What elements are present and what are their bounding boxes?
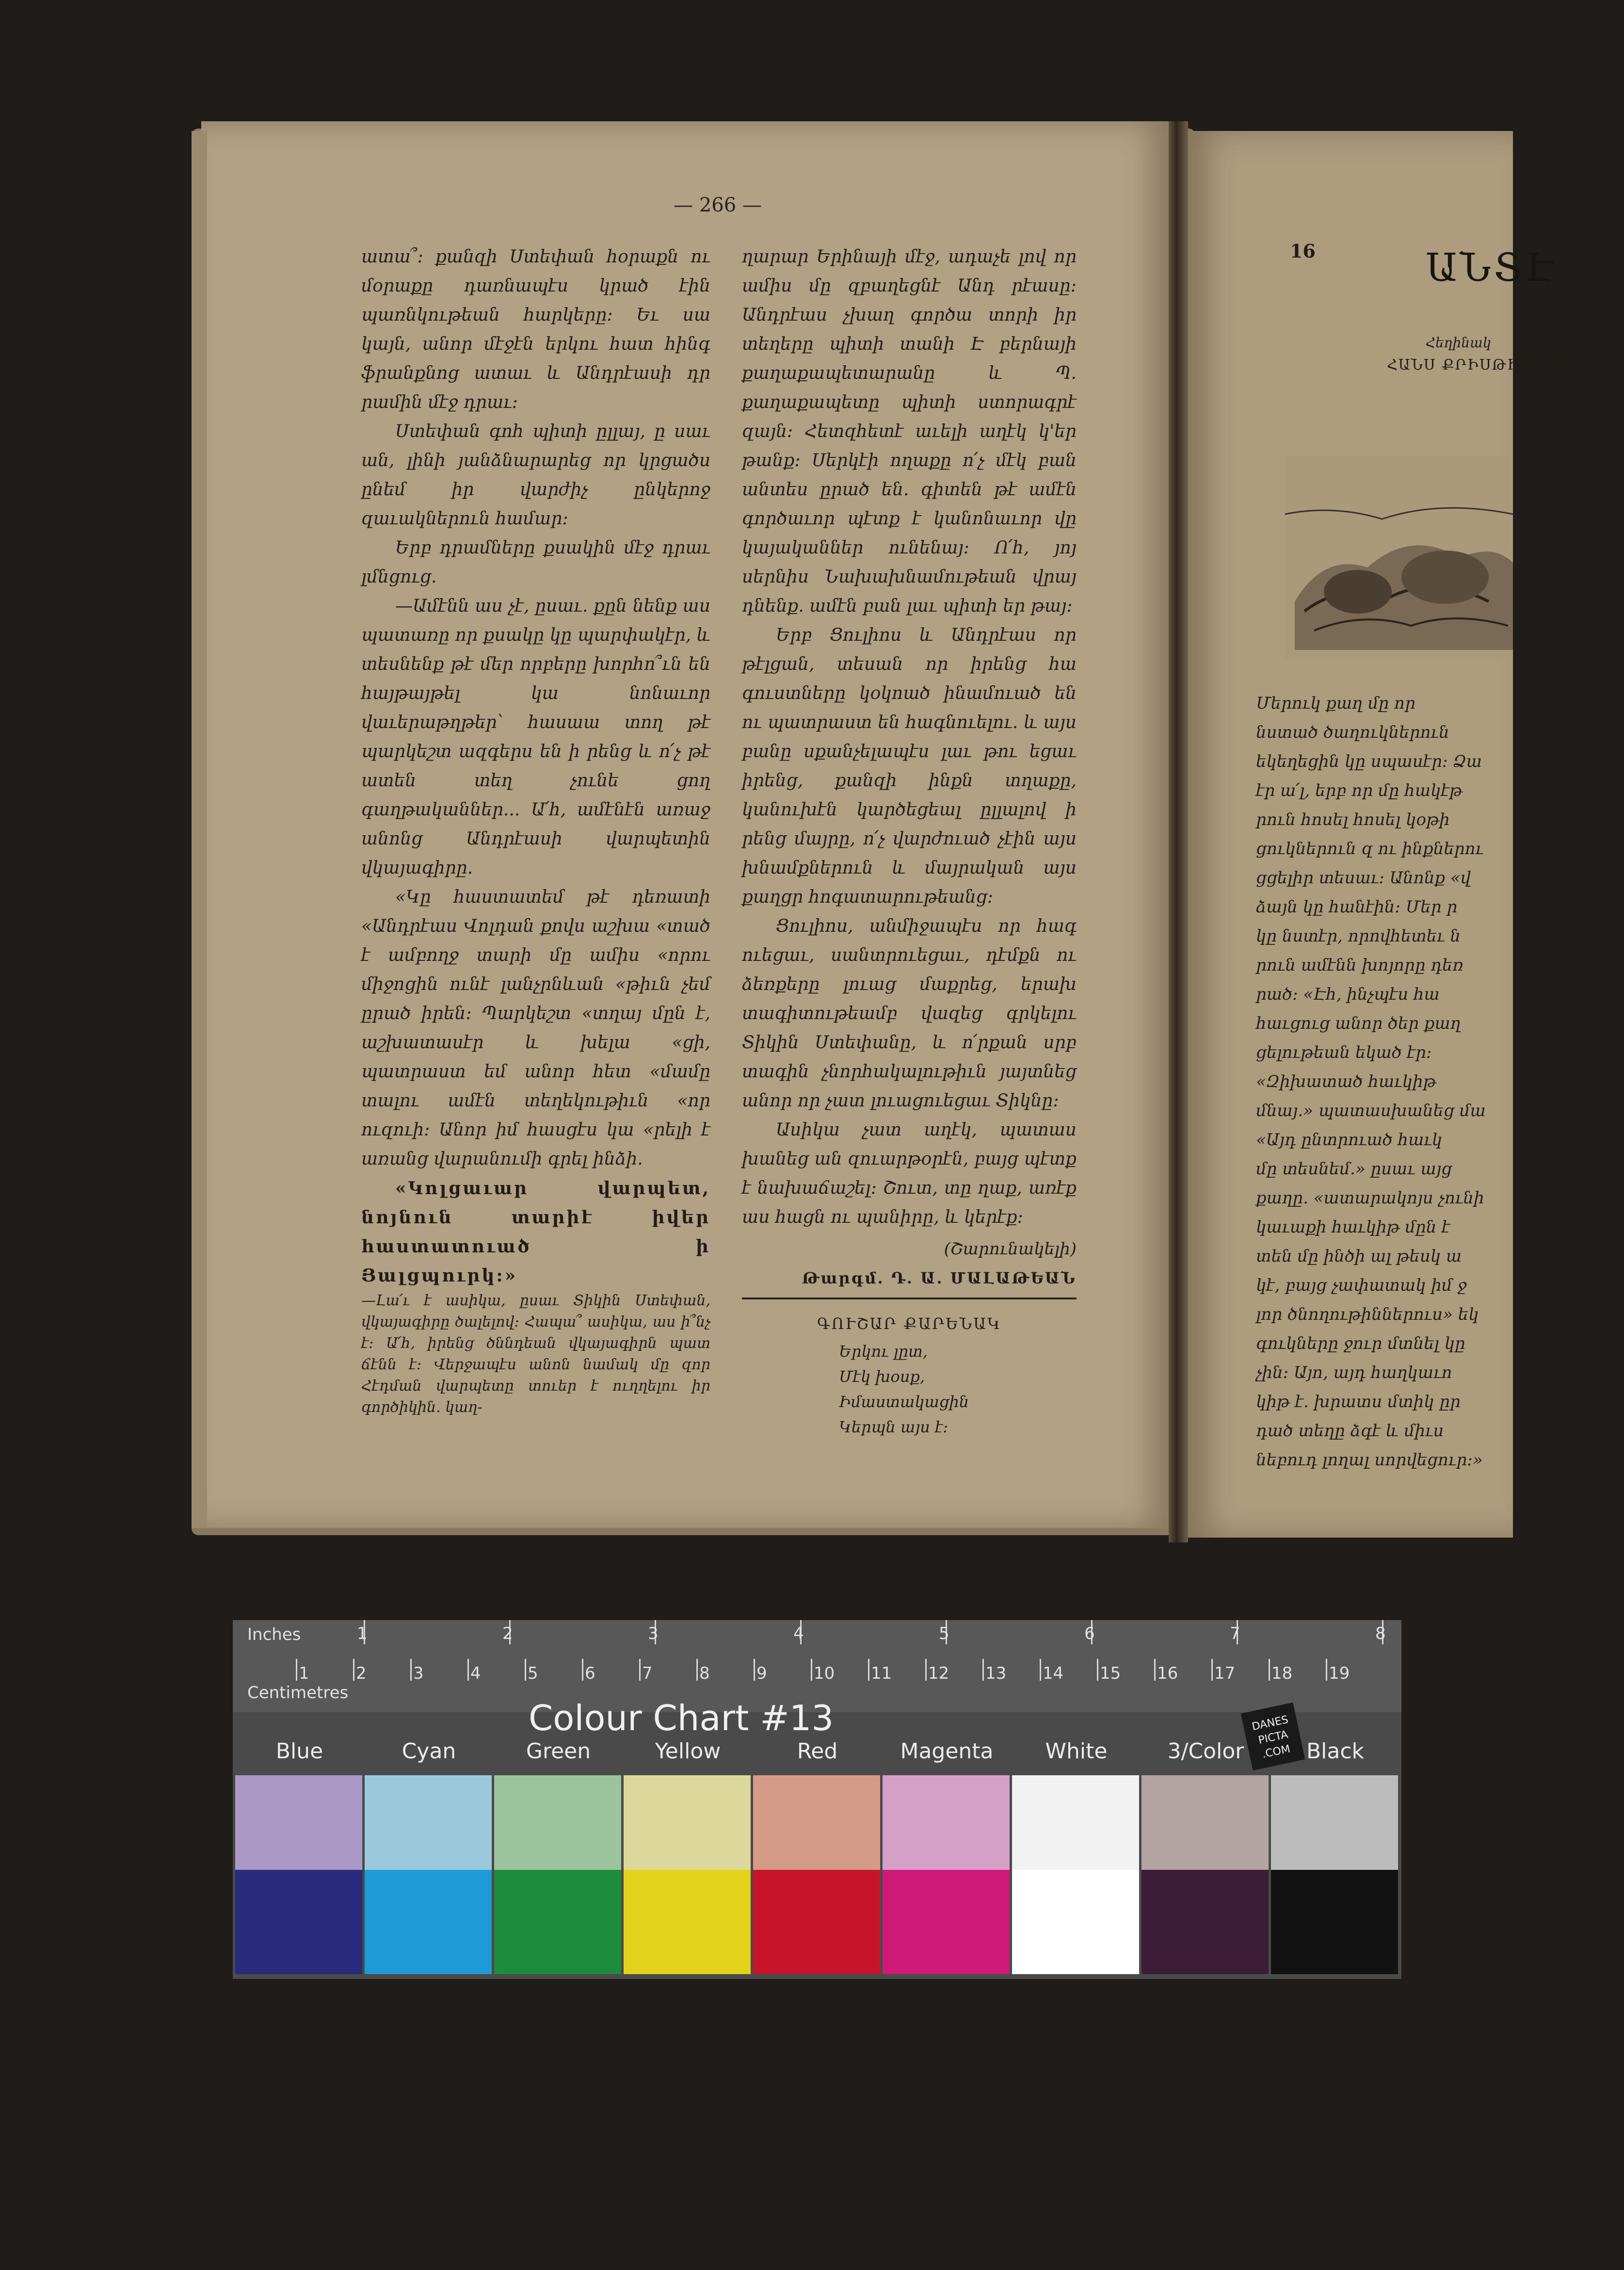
poem <box>839 1339 969 1440</box>
cm-tick <box>811 1659 812 1681</box>
swatch-light <box>753 1775 880 1870</box>
swatch-dark <box>883 1870 1010 1974</box>
text-line: րած։ «Էհ, ինչպէս հա <box>1256 985 1440 1004</box>
cm-tick <box>925 1659 927 1681</box>
cm-tick-label: 7 <box>642 1664 653 1683</box>
swatch-light <box>883 1775 1010 1870</box>
cm-tick-label: 4 <box>470 1664 481 1683</box>
text-line: Մերուկ քաղ մը որ <box>1256 694 1415 713</box>
cm-tick-label: 18 <box>1271 1664 1293 1683</box>
cm-tick-label: 19 <box>1329 1664 1350 1683</box>
cm-tick <box>525 1659 526 1681</box>
swatch-dark <box>753 1870 880 1974</box>
text-line: կաւաքի հաւկիթ մըն է <box>1256 1217 1450 1237</box>
left-page-edge <box>192 131 207 1528</box>
cm-tick <box>868 1659 869 1681</box>
inch-tick-label: 7 <box>1230 1624 1240 1643</box>
swatch-light <box>365 1775 492 1870</box>
translator-credit: Թարգմ. Դ. Ա. ՄԱԼԱԹԵԱՆ <box>802 1269 1077 1287</box>
text-line: էր ա՛լ, երբ որ մը հակէթ <box>1256 781 1463 800</box>
swatch-label: Blue <box>275 1739 323 1764</box>
inch-tick-label: 1 <box>357 1624 368 1643</box>
swatch-label: Green <box>526 1739 591 1764</box>
cm-tick <box>296 1659 297 1681</box>
text-line: կիթ է. խրատս մտիկ ըր <box>1256 1392 1461 1411</box>
cm-tick <box>1154 1659 1156 1681</box>
poem-line: Կերպն այս է։ <box>839 1418 949 1436</box>
cm-tick <box>1326 1659 1327 1681</box>
swatch-dark <box>494 1870 621 1974</box>
text-line: դած տեղը ձգէ և միւս <box>1256 1421 1444 1441</box>
swatch-dark <box>235 1870 362 1974</box>
text-line: նստած ծաղուկներուն <box>1256 723 1449 742</box>
cm-tick-label: 6 <box>585 1664 595 1683</box>
cm-tick <box>696 1659 698 1681</box>
cm-tick-label: 11 <box>871 1664 892 1683</box>
poem-line: Երկու լըտ, <box>839 1342 928 1361</box>
text-line: կը նստէր, որովհետեւ ն <box>1256 926 1461 946</box>
poem-title: ԳՈՒՇԱՐ ՔԱՐԵՆԱԿ <box>817 1314 1001 1333</box>
swatch-dark <box>365 1870 492 1974</box>
text-line: ցցելիր տեսաւ։ Անոնք «վ <box>1256 868 1471 888</box>
swatch-label: Black <box>1306 1739 1365 1764</box>
text-line: չին։ Այո, այդ հաղկաւո <box>1256 1363 1452 1382</box>
swatch-label: Red <box>797 1739 838 1764</box>
cm-tick-label: 10 <box>814 1664 835 1683</box>
swatch-light <box>1012 1775 1139 1870</box>
cm-tick <box>982 1659 984 1681</box>
text-line: րուն հոսել հոսել կօթի <box>1256 810 1450 829</box>
cm-tick-label: 17 <box>1214 1664 1236 1683</box>
divider-line <box>742 1297 1077 1299</box>
text-line: գուկները ջուր մտնել կը <box>1256 1334 1465 1353</box>
cm-tick-label: 13 <box>985 1664 1007 1683</box>
cm-tick <box>1040 1659 1041 1681</box>
inches-label: Inches <box>247 1625 301 1644</box>
paragraph: Երբ դրամները քսակին մէջ դրաւ լմնցուց. <box>361 538 710 587</box>
text-line: մը տեսնեմ.» ըսաւ այց <box>1256 1159 1452 1179</box>
poem-line: Մէկ խօսք, <box>839 1367 925 1386</box>
paragraph: «Կը հաստատեմ թէ դեռատի «Անդրէաս Վոլդան քովս աշխա «տած է ամբողջ տարի մը ամիս «որու միջոցին ունէ լանչրնևան «թիւն չեմ ըրած իրեն։ Պարկեշտ «տղայ մըն է, աշխատասէր և խելա «ցի, պատրաստ եմ անոր հետ «մամը տալու ամէն տեղեկութիւն «որ ուզուի։ Անոր իմ հասցէս կա «րելի է առանց վարանումի գրել ինձի. <box>361 887 710 1169</box>
cm-tick <box>582 1659 583 1681</box>
text-line: կէ, բայց չափատակ իմ ջ <box>1256 1276 1467 1295</box>
colour-chart-title: Colour Chart #13 <box>529 1698 834 1738</box>
signature-caption: —Լա՛ւ է ասիկա, ըսաւ Տիկին Ստեփան, վկայագիրը ծալելով։ Հապա՞ ասիկա, աս ի՞նչ է։ Ա՛հ, իրենց ծննդեան վկայագիրն պատ ճէնն է։ Վերջապէս անոն նամակ մը զոր Հէդման վարպետը տուեր է ուղղելու իր գործիկին. կաղ- <box>361 1292 710 1416</box>
paragraph: —Ամէնն աս չէ, ըսաւ. քըն նենք աս պատառը որ քսակը կը պարփակէր, և տեսնենք թէ մեր որբերը խորհո՞ւն են հայթայթել կա նոնաւոր վաւերաթղթեր՝ հասաա տող թէ պարկեշտ ազգերս են ի րենց և ո՛չ թէ ատեն տեղ չունե ցող գաղթականներ... Ա՛հ, ամէնէն առաջ անոնց Անդրէասի վարպետին վկայագիրը. <box>361 596 710 878</box>
cm-tick-label: 3 <box>413 1664 424 1683</box>
cm-tick <box>1097 1659 1098 1681</box>
swatch-dark <box>1271 1870 1398 1974</box>
inch-tick-label: 2 <box>502 1624 513 1643</box>
text-line: րուն ամէնն խոյորը դեռ <box>1256 956 1463 975</box>
middle-text-column <box>742 243 1077 1232</box>
paragraph: Ստեփան գոհ պիտի ըլլայ, ը սաւ ան, լինի յանձնարարեց որ կրցածս ընեմ իր վարժիչ ընկերոջ զաւակներուն համար։ <box>361 422 710 529</box>
cm-tick-label: 16 <box>1157 1664 1178 1683</box>
cm-tick <box>467 1659 469 1681</box>
author-role: Հեղինակ <box>1426 335 1492 351</box>
swatch-label: White <box>1045 1739 1108 1764</box>
text-line: քաղը. «ատարակոյս չունի <box>1256 1188 1484 1208</box>
swatch-label: Magenta <box>900 1739 994 1764</box>
text-line: ձայն կը հանէին։ Մեր ր <box>1256 897 1458 917</box>
paragraph: Ցուլիոս, անմիջապէս որ հագ ուեցաւ, սանտրուեցաւ, դէմքն ու ձեռքերը լուաց մաքրեց, երախ տագիտութեամբ վազեց գրկելու Տիկին Ստեփանը, և ո՛րքան սրբ տագին չնորհակալութիւն յայտնեց անոր որ չատ լուացուեցաւ Տիկնը։ <box>742 916 1077 1111</box>
swatch-label: Cyan <box>402 1739 456 1764</box>
paragraph: Ասիկա չատ աղէկ, պատաս խանեց ան զուարթօրէն, բայց պէտք է նախաճաշել։ Շուտ, տը ղաք, առէք աս հացն ու պանիրը, և կերէք։ <box>742 1120 1077 1227</box>
inch-tick-label: 8 <box>1375 1624 1386 1643</box>
swatch-dark <box>1142 1870 1269 1974</box>
cm-tick <box>639 1659 641 1681</box>
illustration <box>1285 456 1513 660</box>
poem-line: Իմաստակացին <box>839 1393 969 1411</box>
paragraph: Երբ Ցուլիոս և Անդրէաս որ թէլցան, տեսան որ իրենց հա գուստները կօկոած ինամուած են ու պատրաստ են հագնուելու. և այս բանը սքանչելապէս լաւ թու եցաւ իրենց, քանզի ինքն տղաքը, կանուխէն կարծեցեալ ըլլալով ի րենց մայրը, ո՛չ վարժուած չէին այս խնամքներուն և մայրական այս քաղցր հոգատարութեանց։ <box>742 625 1077 907</box>
cm-tick-label: 8 <box>699 1664 710 1683</box>
to-be-continued: (Շարունակելի) <box>944 1239 1077 1259</box>
page-number: — 266 — <box>674 194 762 216</box>
inch-tick-label: 5 <box>939 1624 949 1643</box>
cm-tick-label: 15 <box>1100 1664 1121 1683</box>
text-line: ցուկներուն զ ու ինքներու <box>1256 839 1484 859</box>
swatch-light <box>235 1775 362 1870</box>
swatch-light <box>624 1775 751 1870</box>
swatch-dark <box>624 1870 751 1974</box>
text-line: մնայ.» պատասխանեց մա <box>1256 1101 1486 1120</box>
left-text-column <box>361 243 710 1418</box>
text-line: լոր ծնողութիններուս» եկ <box>1256 1305 1479 1324</box>
inch-tick-label: 6 <box>1084 1624 1095 1643</box>
cm-tick-label: 1 <box>299 1664 309 1683</box>
cm-tick <box>353 1659 354 1681</box>
paragraph: ատա՞։ քանզի Ստեփան հօրաքն ու մօրաքը դառնապէս կրած էին պառնկութեան հարկերը։ Եւ սա կայն, անոր մէջէն երկու հատ հինգ ֆրանքնոց ատաւ և Անդրէասի դր րամին մէջ դրաւ։ <box>361 247 710 412</box>
right-page-text <box>1256 689 1513 1475</box>
danes-picta-logo: DANES PICTA .COM <box>1241 1702 1305 1770</box>
author-name: ՀԱՆՍ ՔՐԻՍԹԻԱՆ ԱՆՏԷՐՍ <box>1387 357 1624 373</box>
text-line: «Այդ ընտրուած հաւկ <box>1256 1130 1443 1150</box>
swatch-label: 3/Color <box>1167 1739 1244 1764</box>
cm-tick <box>1269 1659 1270 1681</box>
right-page-title: ԱՆՏԷ <box>1426 245 1558 290</box>
cm-tick-label: 9 <box>756 1664 767 1683</box>
text-line: տեն մը ինծի ալ թեսկ ա <box>1256 1247 1462 1266</box>
swatch-dark <box>1012 1870 1139 1974</box>
cm-tick-label: 12 <box>928 1664 949 1683</box>
cm-tick-label: 2 <box>356 1664 367 1683</box>
right-page-number: 16 <box>1290 240 1316 262</box>
inch-tick-label: 4 <box>793 1624 804 1643</box>
swatch-light <box>1142 1775 1269 1870</box>
centimetres-label: Centimetres <box>247 1683 349 1702</box>
cm-tick-label: 5 <box>528 1664 538 1683</box>
cm-tick-label: 14 <box>1043 1664 1064 1683</box>
swatch-light <box>494 1775 621 1870</box>
book-gutter <box>1169 121 1188 1542</box>
text-line: ցելութեան եկած էր։ <box>1256 1043 1432 1062</box>
paragraph: ղարար Երինայի մէջ, ադաչե լով որ ամիս մը զբաղեցնէ Անդ րէասը։ Անդրէաս չխաղ գործա տորի իր տեղերը պիտի տանի Է բերնայի քաղաքապետարանը և Պ. քաղաքապետը պիտի ստորագրէ զայն։ Հետզհետէ աւելի աղէկ կ'եր թանք։ Սերկէի ողաքը ո՛չ մէկ բան անտես ըրած են. գիտեն թէ ամէն գործաւոր պէտք է կանոնաւոր վը կայականներ ունենայ։ Ո՛հ, յոյ սերնիս Նախախնամութեան վրայ դնենք. ամէն բան լաւ պիտի եր թայ։ <box>742 247 1077 616</box>
cm-tick <box>410 1659 412 1681</box>
cm-tick <box>1211 1659 1213 1681</box>
text-line: եկեղեցին կը սպասէր։ Ձա <box>1256 752 1482 771</box>
article-footer <box>742 1234 1077 1338</box>
swatch-light <box>1271 1775 1398 1870</box>
swatch-label: Yellow <box>655 1739 721 1764</box>
cm-tick <box>754 1659 755 1681</box>
text-line: «Զիխատած հաւկիթ <box>1256 1072 1436 1091</box>
text-line: նեբուդ լողալ սորվեցուր։» <box>1256 1450 1483 1470</box>
inch-tick-label: 3 <box>648 1624 659 1643</box>
signature-name: «Կոլցաւար վարպետ, նոյնուն տարիէ իվեր հաստատուած ի Յալցպուրկ:» <box>361 1178 710 1286</box>
text-line: հաւցուց անոր ծեր քաղ <box>1256 1014 1461 1033</box>
